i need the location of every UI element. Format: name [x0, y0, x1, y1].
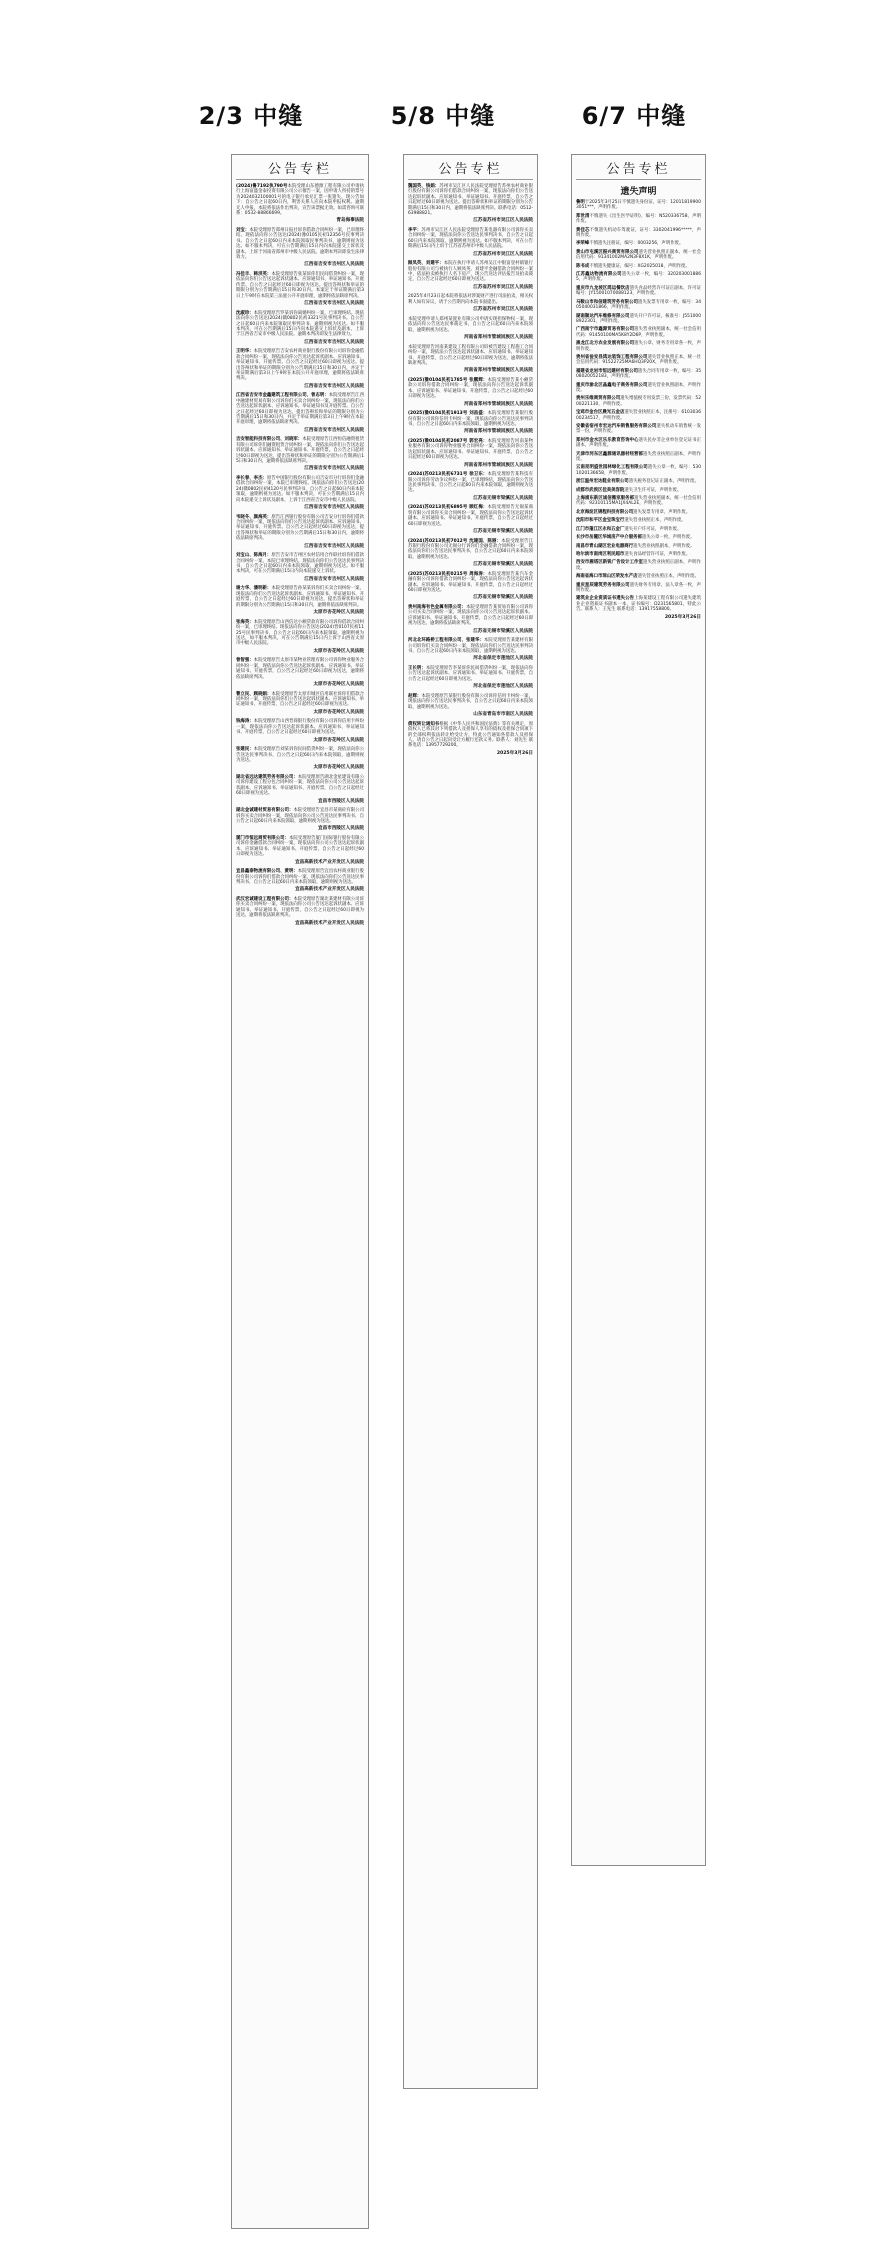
notice-item — [576, 241, 701, 246]
notice-lead: 沈淑珍： — [236, 310, 254, 316]
notice-signature: 河北省保定市莲池区人民法院 — [473, 656, 533, 662]
notice-signature: 江苏省无锡市梁溪区人民法院 — [473, 628, 533, 634]
notice-body: 本院受理原告太原市城区信用联社诉你们借款合同纠纷一案，现依法向你们公告送达起诉状副本、应诉通知书、举证通知书、开庭传票，自公告之日起经过60日即视为送达。 — [236, 691, 364, 708]
column-header: 公告专栏 — [576, 158, 701, 180]
notice-item — [408, 261, 533, 283]
notice-body: 本院受理原告刘某诉你民间借贷纠纷一案，现依法向你公告送达民事判决书，自公告之日起60日内来本院领取，逾期则视为送达。 — [236, 747, 364, 763]
notice-item — [576, 510, 701, 515]
notice-item — [236, 553, 364, 575]
notice-lead: (2024)苏0213民初6895号 顾红梅： — [408, 505, 488, 511]
notice-item — [576, 596, 701, 612]
notice-body: 本院受理原告江西恒信融资租赁有限公司诉你们融资租赁合同纠纷一案，现依法向你们公告送达起诉状副本、应诉通知书、举证通知书、开庭传票。自公告之日起经过60日即视为送达，提出答辩状和举证的期限分别为公告期满后15日和30日内，逾期将依法缺席判决。 — [236, 437, 364, 464]
notice-body: 遗失营业执照正本，声明作废。 — [637, 574, 699, 580]
column-header: 公告专栏 — [236, 158, 364, 180]
notice-body: 遗失公章、财务专用章各一枚，声明作废。 — [576, 341, 701, 352]
notice-lead: 湖北金诚建材贸易有限公司： — [236, 808, 294, 814]
notice-item — [576, 496, 701, 507]
notice-lead: 厦门市恒远商贸有限公司： — [236, 836, 289, 841]
notice-item — [576, 286, 701, 297]
notice-lead: 海南省海口市琼山区荣发水产店 — [576, 574, 638, 580]
notice-lead: 湖北省远达建筑劳务有限公司： — [236, 774, 298, 780]
notice-body: 本院受理原告太原市某物业管理有限公司诉你物业服务合同纠纷一案，现依法向你公告送达起诉状副本、应诉通知书、举证通知书、开庭传票，自公告之日起经过60日即视为送达，逾期将依法缺席判决。 — [236, 658, 364, 680]
notice-lead: 顾凤英、刘建平： — [408, 261, 444, 267]
notice-lead: 成都市武侯区佳美美容院 — [576, 487, 625, 493]
notice-lead: 黄佳芯 — [576, 227, 590, 233]
notice-lead: 张建民： — [236, 747, 254, 753]
notice-signature: 江西省吉安市吉州区人民法院 — [304, 543, 364, 549]
notice-body: 本院受理原告李某诉你民间借贷纠纷一案，现依法向你公告送达起诉状副本、应诉通知书、举证通知书、开庭传票，自公告之日起经过60日即视为送达。 — [408, 666, 533, 682]
page-label-1: 2/3 中缝 — [198, 102, 304, 130]
notice-body: 本院受理原告宜昌市某商砼有限公司诉你买卖合同纠纷一案，现依法向你公司公告送达民事判决书，自公告之日起60日内来本院领取，逾期则视为送达。 — [236, 808, 364, 824]
notice-body: 本院受理原告河南某建设工程有限公司诉被告建设工程施工合同纠纷一案，现依法公告送达起诉状副本、应诉通知书、举证通知书、开庭传票，自公告之日起经过60日即视为送达，逾期将依法缺席判决。 — [408, 344, 533, 366]
notice-signature: 宜昌高新技术产业开发区人民法院 — [295, 859, 364, 865]
notice-body: 本院受理原告某银行股份有限公司诉你信用卡纠纷一案，现依法向你公告送达民事判决书，自公告之日起60日内来本院领取，逾期则视为送达。 — [408, 411, 533, 427]
notice-column-3 — [571, 154, 706, 1866]
notice-item — [408, 411, 533, 427]
notice-lead: 黑龙江北方农业发展有限公司 — [576, 341, 635, 347]
notice-item — [576, 355, 701, 366]
notice-lead: 宝鸡市金台区晨光五金店 — [576, 410, 625, 416]
notice-item — [576, 535, 701, 540]
notice-item — [408, 638, 533, 654]
notice-lead: 西安市雁塔区新锐广告设计工作室 — [576, 560, 643, 566]
notice-body: 遗失营业执照副本，统一社会信用代码：92310115MA1JX4AL2E，声明作废。 — [576, 496, 701, 507]
notice-lead: 长沙市岳麓区华城房产中介服务部 — [576, 535, 642, 541]
notice-lead: 湖南顺达汽车维修有限公司 — [576, 313, 630, 319]
notice-item — [236, 393, 364, 425]
notice-lead: 广西南宁市鑫源贸易有限公司 — [576, 327, 635, 333]
notice-signature: 江西省吉安市吉州区人民法院 — [304, 466, 364, 472]
notice-body: 原告中国银行股份有限公司吉安市分行诉你们金融借款合同纠纷一案，本院已审理终结。现依法向你们公告送达(2024)赣0802民初4120号民事判决书，自公告之日起60日内来本院领取，逾期则视为送达。如不服本判决，可在公告期满后15日内向本院递交上诉状及副本，上诉于江西省吉安市中级人民法院。 — [236, 476, 364, 503]
notice-body: 本院受理原告某汽车金融有限公司诉你借款合同纠纷一案，现依法向你公告送达起诉状副本、应诉通知书、举证通知书、开庭传票，自公告之日起经过60日即视为送达。 — [408, 571, 533, 594]
notice-body: 遗失营业执照正副本，统一社会信用代码：91341002MA2N3F8X1K，声明作废。 — [576, 249, 701, 261]
notice-body: 根据《中华人民共和国民法典》等有关规定，原债权人已将其对下列借款人及担保人享有的债权及担保合同项下的全部权利依法转让给受让方，特此公告通知各借款人及担保人，请自公告之日起向受让方履行还款义务。联系人：刘先生 联系电话：13957729200。 — [408, 721, 533, 749]
notice-item — [576, 200, 701, 211]
notice-item — [236, 586, 364, 608]
notice-lead: (2025)豫0104民初2087号 郭宏亮： — [408, 438, 488, 444]
notice-lead: 江苏鑫达物流有限公司 — [576, 272, 622, 278]
notice-lead: 重庆市渝北区晶鑫电子商务有限公司 — [576, 382, 648, 388]
lost-notice-title: 遗失声明 — [620, 187, 657, 197]
notice-signature: 江西省吉安市吉州区人民法院 — [304, 576, 364, 582]
notice-body: 遗失营业执照正本，声明作废。 — [624, 518, 686, 524]
notice-item — [576, 214, 701, 225]
notice-body: 遗失民办非企业单位登记证书正副本，声明作废。 — [576, 437, 701, 449]
notice-body: 本院受理原告湖北金星建设有限公司诉你建设工程分包合同纠纷一案，现依法向你公司公告送达起诉状副本、应诉通知书、举证通知书、开庭传票，自公告之日起经过60日即视为送达。 — [236, 774, 364, 797]
notice-lead: 武汉宏诚建设工程有限公司： — [236, 897, 294, 903]
notice-lead: 曾智强： — [236, 658, 254, 664]
notice-lead: 南昌市青山湖区宏业电器商行 — [576, 543, 634, 549]
notice-item — [576, 518, 701, 523]
notice-signature: 太原市杏花岭区人民法院 — [313, 737, 364, 743]
notice-signature: 江苏省无锡市梁溪区人民法院 — [473, 595, 533, 601]
notice-lead: 贵州乐维商贸有限公司 — [576, 396, 621, 402]
notice-body: 遗失开户许可证，核准号：J5510008922301，声明作废。 — [576, 313, 701, 324]
notice-item — [408, 572, 533, 594]
notice-item — [576, 583, 701, 594]
page-label-2: 5/8 中缝 — [390, 102, 496, 130]
notice-lead: 债权转让通知书 — [408, 721, 440, 727]
notice-item — [236, 836, 364, 858]
notice-body: 本院受理原告吉安农村商业银行股份有限公司诉你金融借款合同纠纷一案，现依法向你公告送达起诉状副本、应诉通知书、举证通知书、开庭传票。自公告之日起经过60日即视为送达。提出答辩状和举证的期限分别为公告期满后15日和30日内，并定于举证期满后第3日上午9时在本院公开开庭审理，逾期将依法缺席判决。 — [236, 349, 364, 382]
notice-item — [408, 539, 533, 561]
notice-lead: 王明华： — [236, 349, 254, 355]
notice-lead: 贵州南海有色金属有限公司： — [408, 605, 467, 611]
notice-body: 不慎遗失注册证，编号：0003256，声明作废。 — [589, 241, 684, 247]
notice-signature: 江苏省苏州市吴江区人民法院 — [473, 307, 533, 313]
notice-body: 本院受理原告张某诉你们民间借贷纠纷一案，现依法向你们公告送达起诉状副本、应诉通知书、举证通知书、开庭传票。自公告之日起经过60日即视为送达。提出答辩状和举证的期限分别为公告期满后15日和30日内。本案定于举证期满后第3日上午9时在本院第三法庭公开开庭审理，逾期将依法缺席判决。 — [236, 272, 364, 299]
notice-body: 本院受理原告江苏银行股份有限公司无锡分行诉你们金融借款合同纠纷一案，现依法向你们公告送达民事判决书，自公告之日起60日内来本院领取，逾期则视为送达。 — [408, 538, 533, 560]
notice-item — [236, 897, 364, 919]
notice-body: 遗失发票专用章一枚，编号：3405040031866，声明作废。 — [576, 299, 701, 311]
notice-item — [236, 869, 364, 885]
notice-lead: 重庆市九龙坡区鸿运餐饮店 — [576, 285, 630, 291]
notice-item — [576, 272, 701, 283]
notice-item — [236, 349, 364, 381]
notice-body: 遗失合同专用章一枚，编号：3508020052183，声明作废。 — [576, 368, 701, 380]
notice-body: 苏州市吴江区人民法院受理原告苏州农村商业银行股份有限公司诉你们借款合同纠纷一案，现依法向你们公告送达起诉状副本、应诉通知书、举证通知书、开庭传票，自公告之日起经过60日即视为送达。提出答辩状和举证的期限分别为公告期满后15日和30日内，逾期将依法缺席判决。联系电话：0512-63988821。 — [408, 184, 533, 217]
notice-signature: 江西省吉安市吉州区人民法院 — [304, 262, 364, 268]
notice-date: 2025年3月26日 — [664, 614, 701, 620]
notice-signature: 太原市杏花岭区人民法院 — [313, 648, 364, 654]
notice-item — [408, 605, 533, 627]
notice-lead: 李荣峰 — [576, 241, 590, 247]
notice-body: 遗失营业执照正本，注册号：610303600234517，声明作废。 — [576, 410, 701, 421]
notice-signature: 太原市杏花岭区人民法院 — [313, 765, 364, 771]
notice-body: 本院受理原告罗某诉你离婚纠纷一案，已审理终结。现依法向你公告送达(2024)赣0802民初3321号民事判决书。自公告之日起60日内来本院领取民事判决书，逾期则视为送达。如不服本判决，可在公告期满后15日内向本院递交上诉状及副本，上诉于江西省吉安市中级人民法院。逾期本判决即发生法律效力。 — [236, 310, 364, 338]
notice-body: 本院受理原告某贸易有限公司诉你公司买卖合同纠纷一案，现依法向你公司公告送达起诉状副本、应诉通知书、举证通知书、开庭传票，自公告之日起经过60日即视为送达，逾期将依法缺席判决。 — [408, 605, 533, 627]
notice-body: 苏州市吴江区人民法院受理原告某电器有限公司诉你买卖合同纠纷一案，现依法向你公告送达民事判决书，自公告之日起60日内来本院领取，逾期则视为送达。如不服本判决，可在公告期满后15日内上诉于江苏省苏州市中级人民法院。 — [408, 228, 533, 250]
notice-body: 遗失营业执照正副本，声明作废。 — [576, 560, 701, 571]
notice-body: 本院受理原告某小额贷款公司诉你借款合同纠纷一案，现依法向你公告送达起诉状副本、应诉通知书、举证通知书、开庭传票，自公告之日起经过60日即视为送达。 — [408, 377, 533, 400]
notice-lead: 韦晓冬、颜海英： — [236, 514, 272, 520]
notice-item — [576, 396, 701, 407]
notice-item — [236, 228, 364, 260]
notice-item — [408, 472, 533, 494]
notice-lead: 谢力华、潘明新： — [236, 586, 272, 592]
notice-column-1 — [231, 154, 369, 2229]
notice-item — [408, 228, 533, 250]
notice-signature: 河南省郑州市管城回族区人民法院 — [464, 462, 533, 468]
notice-lead: 建筑业企业资质证书遗失公告 — [576, 596, 635, 602]
notice-body: 遗失营业执照副本，统一社会信用代码：91450100MA5K8Y2D6P，声明作废。 — [576, 327, 701, 338]
notice-item — [408, 294, 533, 305]
notice-item — [576, 438, 701, 449]
notice-signature: 河南省郑州市管城回族区人民法院 — [464, 401, 533, 407]
notice-lead: 冯佳丰、韩洪英： — [236, 272, 272, 278]
notice-item — [576, 314, 701, 325]
notice-body: 遗失机动车销售统一发票一份，声明作废。 — [576, 424, 701, 435]
notice-body: 本院受理原告江西中融建材贸易有限公司诉你们买卖合同纠纷一案，现依法向你们公告送达起诉状副本、应诉通知书、举证通知书及开庭传票。自公告之日起经过60日即视为送达。提出答辩状和举证的期限分别为公告期满后15日和30日内，并定于举证期满后第3日上午9时在本院开庭审理，逾期将依法缺席判决。 — [236, 393, 364, 426]
notice-body: 本院受理原告无锡某商贸有限公司诉你买卖合同纠纷一案，现依法向你公告送达起诉状副本、应诉通知书、举证通知书、开庭传票，自公告之日起经过60日即视为送达。 — [408, 505, 533, 527]
notice-body: 本院受理原告某科技有限公司诉你劳动争议纠纷一案，已审理终结，现依法向你公告送达民事判决书，自公告之日起60日内来本院领取，逾期则视为送达。 — [408, 472, 533, 494]
notice-body: 遗失公章一枚，编号：3202030018865，声明作废。 — [576, 272, 701, 283]
notice-item — [576, 300, 701, 311]
notice-body: 本院受理原告某银行股份有限公司诉你信用卡纠纷一案，现依法向你公告送达民事判决书，自公告之日起60日内来本院领取，逾期则视为送达。 — [408, 693, 533, 710]
notice-body: 本院在执行申请人苏州吴江中银富登村镇银行股份有限公司与被执行人顾凤英、刘建平金融借款合同纠纷一案中，依法拍卖被执行人名下房产，现公告送达评估报告及拍卖裁定，自公告之日起经过60日即视为送达。 — [408, 261, 533, 283]
notice-lead: 云南昆明盛世园林绿化工程有限公司 — [576, 465, 648, 471]
notice-body: 不慎遗失健康证，编号：XG2025018，声明作废。 — [589, 263, 690, 269]
notice-lead: 吉安智能科技有限公司、刘晓军： — [236, 437, 303, 443]
notice-lead: 刘宝： — [236, 228, 250, 234]
notice-lead: (2024)苏0213民初7012号 沈建国、陈丽： — [408, 538, 502, 544]
notice-item — [236, 437, 364, 464]
notice-item — [576, 552, 701, 557]
notice-signature: 江西省吉安市吉州区人民法院 — [304, 339, 364, 345]
notice-body: 不慎遗失机动车驾驶证，证号：3302041996*****，声明作废。 — [576, 227, 701, 239]
notice-item — [236, 775, 364, 797]
notice-body: 遗失食品经营许可证正副本，许可证编号：JY15001070088123，声明作废。 — [576, 285, 701, 297]
notice-signature: 宜昌市西陵区人民法院 — [318, 826, 364, 832]
notice-body: 本院受理申请人郑州某置业有限公司申请实现担保物权一案，现依法向你公告送达民事裁定书，自公告之日起60日内来本院领取，逾期则视为送达。 — [408, 316, 533, 333]
notice-item — [576, 479, 701, 484]
notice-list — [408, 184, 533, 756]
notice-item — [576, 341, 701, 352]
notice-lead: 上海浦东新区诚信搬家服务部 — [576, 496, 635, 502]
notice-item — [576, 410, 701, 421]
notice-body: 本院受理原告厦门国际银行股份有限公司诉你金融借款合同纠纷一案，现依法向你公司公告送达起诉状副本、应诉通知书、举证通知书、开庭传票，自公告之日起经过60日即视为送达。 — [236, 836, 364, 858]
notice-signature: 河南省郑州市管城回族区人民法院 — [464, 368, 533, 374]
notice-list — [236, 184, 364, 926]
notice-item — [236, 311, 364, 338]
notice-body: 遗失食品经营许可证，声明作废。 — [624, 551, 691, 557]
notice-lead: 郑世清 — [576, 213, 590, 219]
notice-item — [408, 505, 533, 527]
notice-body: 遗失发票专用章，声明作废。 — [633, 509, 691, 515]
notice-item — [408, 439, 533, 461]
notice-lead: 北京海淀区锦程科技有限公司 — [576, 509, 634, 515]
notice-lead: 张海英： — [236, 619, 254, 625]
notice-item — [576, 369, 701, 380]
notice-item — [576, 228, 701, 239]
notice-lead: 魏国英、钱娟： — [408, 184, 440, 189]
notice-item — [408, 184, 533, 216]
notice-signature: 太原市杏花岭区人民法院 — [313, 709, 364, 715]
notice-item — [576, 383, 701, 394]
notice-signature: 宜昌市西陵区人民法院 — [318, 798, 364, 804]
notice-lead: 王长明： — [408, 666, 426, 672]
notice-lead: 江门市蓬江区永和五金厂 — [576, 526, 625, 532]
notice-body: 本院受理原告河南某物业服务有限公司诉你物业服务合同纠纷一案，现依法向你公告送达起诉状副本、应诉通知书、举证通知书、开庭传票，自公告之日起经过60日即视为送达。 — [408, 438, 533, 461]
notice-item — [408, 722, 533, 749]
notice-body: 本院受理山东德源工程有限公司申请执行上海富盛金泰投资有限公司公示催告一案，因申请人所持的票号为2024032100001号的电子银行承兑汇票一张遗失，现公告如下：自公告之日起60日内，利害关系人应向本院申报权利。逾期无人申报，本院将依法作出判决，宣告该票据无效。如需咨询可联系：0532-88866699。 — [236, 184, 364, 217]
notice-item — [408, 378, 533, 400]
notice-item — [236, 747, 364, 763]
notice-lead: 刘宝山、陈海月： — [236, 553, 272, 559]
column-header: 公告专栏 — [408, 158, 533, 180]
notice-signature: 宜昌高新技术产业开发区人民法院 — [295, 887, 364, 893]
notice-item — [576, 488, 701, 493]
notice-lead: 郑州市金水区乐乐教育咨询中心 — [576, 437, 639, 443]
notice-body: 遗失卫生许可证，声明作废。 — [624, 487, 682, 493]
notice-lead: 哈尔滨市南岗区利民超市 — [576, 551, 625, 557]
notice-lead: 马鞍山市和信建筑劳务有限公司 — [576, 299, 638, 305]
notice-lead: 鲁明 — [576, 200, 585, 205]
notice-item — [236, 719, 364, 735]
notice-body: 遗失税务登记证正副本，声明作废。 — [628, 479, 699, 485]
notice-item — [408, 694, 533, 710]
notice-item — [576, 424, 701, 435]
notice-item — [576, 544, 701, 549]
notice-lead: (2024)苏0213民初6731号 徐卫东： — [408, 472, 488, 478]
notice-body: 原告江西银行股份有限公司吉安分行诉你们借款合同纠纷一案，现依法向你们公告送达起诉状副本、应诉通知书、举证通知书、开庭传票。自公告之日起经过60日即视为送达，提出答辩状和举证的期限分别为公告期满后15日和30日内，逾期将依法缺席判决。 — [236, 514, 364, 542]
notice-item — [408, 317, 533, 333]
notice-body: 2025年4月23日起本院将依法对涉案财产进行司法拍卖，相关权利人如有异议，请于公告期内向本院书面提出。 — [408, 294, 533, 305]
notice-signature: 宜昌高新技术产业开发区人民法院 — [295, 920, 364, 926]
notice-signature: 江苏省无锡市梁溪区人民法院 — [473, 529, 533, 534]
notice-signature: 江西省吉安市吉州区人民法院 — [304, 383, 364, 389]
notice-lead: (2025)豫0104民初1913号 刘昌盛： — [408, 411, 488, 417]
notice-lead: 安徽省宿州市宏达汽车销售服务有限公司 — [576, 424, 657, 429]
notice-signature: 江苏省苏州市吴江区人民法院 — [473, 284, 533, 290]
notice-body: 遗失营业执照正副本，声明作废。 — [576, 451, 701, 463]
notice-body: 本院受理原告湖北某建材有限公司诉你买卖合同纠纷一案，现依法向你公司公告送达起诉状副本、应诉通知书、举证通知书、开庭传票，自公告之日起经过60日即视为送达，逾期将依法缺席判决。 — [236, 897, 364, 919]
notice-body: 本院受理原告山西晋商银行股份有限公司诉你信用卡纠纷一案，现依法向你公告送达起诉状副本、应诉通知书、举证通知书、开庭传票，自公告之日起经过60日即视为送达。 — [236, 719, 364, 736]
notice-item — [236, 692, 364, 708]
notice-signature: 河南省郑州市管城回族区人民法院 — [464, 429, 533, 435]
notice-signature: 江西省吉安市吉州区人民法院 — [304, 301, 364, 307]
notice-lead: 浙江温州宏达鞋业有限公司 — [576, 479, 629, 485]
notice-item — [576, 560, 701, 571]
notice-signature: 江苏省无锡市梁溪区人民法院 — [473, 562, 533, 568]
notice-item — [408, 666, 533, 682]
notice-body: 本院受理原告孙某某诉你们买卖合同纠纷一案，现依法向你们公告送达起诉状副本、应诉通知书、举证通知书、开庭传票，自公告之日起经过60日即视为送达，提出答辩状和举证的期限分别为公告期满后15日和30日内，逾期将依法缺席判决。 — [236, 586, 364, 608]
notice-lead: (2025)豫0104民初1785号 张鹏辉： — [408, 377, 488, 383]
notice-signature: 江西省吉安市吉州区人民法院 — [304, 505, 364, 511]
notice-signature: 江西省吉安市吉州区人民法院 — [304, 427, 364, 433]
notice-signature: 江苏省苏州市吴江区人民法院 — [473, 218, 533, 224]
notice-lead: 陈书成 — [576, 263, 590, 269]
notice-signature: 江苏省无锡市梁溪区人民法院 — [473, 495, 533, 501]
notice-signature: 河南省郑州市管城回族区人民法院 — [464, 335, 533, 341]
notice-signature: 青岛海事法院 — [336, 218, 364, 224]
notice-body: 遗失开户许可证，声明作废。 — [624, 526, 682, 532]
notice-body: 遗失公章一枚，声明作废。 — [641, 535, 695, 541]
notice-item — [576, 264, 701, 269]
page-label-3: 6/7 中缝 — [581, 102, 687, 130]
notice-body: 本院受理原告某建材有限公司诉你们买卖合同纠纷一案，现依法向你们公告送达民事判决书，自公告之日起60日内来本院领取，逾期则视为送达。 — [408, 638, 533, 655]
notice-body: 本院受理原告山西信达小额贷款有限公司诉你借款合同纠纷一案，已审理终结。现依法向你公告送达(2024)晋0107民初1125号民事判决书，自公告之日起60日内来本院领取，逾期则视为送达，如不服本判决，可在公告期满后15日内上诉于山西省太原市中级人民法院。 — [236, 619, 364, 647]
notice-lead: 沈阳市和平区金宝珠宝行 — [576, 518, 625, 524]
notice-list — [576, 200, 701, 613]
notice-lead: 赵辉： — [408, 693, 422, 699]
notice-item — [236, 476, 364, 503]
notice-item — [236, 808, 364, 824]
notice-body: 遗失财务专用章、法人章各一枚，声明作废。 — [576, 582, 701, 593]
notice-body: 遗失营业执照副本，声明作废。 — [633, 543, 695, 549]
notice-lead: 李平： — [408, 228, 422, 234]
notice-item — [408, 345, 533, 367]
notice-signature: 2025年3月26日 — [496, 750, 533, 756]
notice-body: 遗失营业执照正本，统一社会信用代码：91522725MA6HQ3P20X，声明作废。 — [576, 354, 701, 366]
notice-item — [236, 515, 364, 542]
notice-body: 遗失增值税专用发票三份，发票代码：5200221130，声明作废。 — [576, 396, 701, 407]
notice-lead: 天津市河东区鑫源通讯器材经营部 — [576, 451, 643, 457]
notice-signature: 山东省青岛市市南区人民法院 — [473, 712, 533, 718]
notice-body: 上海某建设工程有限公司遗失建筑业企业资质证书副本一本，证书编号：D231565801，特此公告。联系人：王先生 联系电话：13917558800。 — [576, 596, 701, 613]
notice-item — [576, 574, 701, 579]
notice-lead: 贵州省瓮安县鸿达装饰工程有限公司 — [576, 354, 648, 360]
notice-item — [576, 327, 701, 338]
notice-lead: 福建省龙岩市恒远建材有限公司 — [576, 368, 638, 374]
notice-item — [576, 452, 701, 463]
notice-column-2 — [403, 154, 538, 2089]
notice-lead: (2025)苏0213民初0215号 周海涛： — [408, 571, 488, 577]
notice-item — [236, 620, 364, 647]
notice-lead: 曹立民、顾晓娟： — [236, 691, 272, 697]
notice-body: 遗失公章一枚，编号：5301020136658，声明作废。 — [576, 465, 701, 476]
notice-body: 原告吉安市吉州区农村信用合作联社诉你们借款合同纠纷一案，本院已审理终结。现依法向你们公告送达民事判决书，自公告之日起60日内来本院领取，逾期则视为送达。如不服本判决，可在公告期满后15日内向本院递交上诉状。 — [236, 553, 364, 575]
notice-body: 遗失营业执照副本，声明作废。 — [576, 382, 701, 393]
notice-item — [236, 272, 364, 299]
notice-lead: 黄山市屯溪区振兴商贸有限公司 — [576, 249, 639, 255]
notice-body: 不慎遗失《出生医学证明》，编号：N520336758，声明作废。 — [576, 213, 701, 225]
notice-body: 本院受理原告郑州日报社诉你借款合同纠纷一案，已审理终结。现依法向你公告送达(2024)豫0105民初12356号民事判决书。自公告之日起60日内来本院领取民事判决书，逾期则视为送达。如不服本判决，可在公告期满后15日内向本院递交上诉状及副本，上诉于河南省郑州市中级人民法院。逾期本判决即发生法律效力。 — [236, 228, 364, 261]
notice-signature: 太原市杏花岭区人民法院 — [313, 610, 364, 616]
notice-lead: (2024)鲁7192执790号 — [236, 184, 288, 189]
notice-item — [576, 465, 701, 476]
notice-lead: 重庆星辰建筑劳务有限公司 — [576, 582, 630, 588]
notice-signature: 河北省保定市莲池区人民法院 — [473, 684, 533, 690]
notice-body: 本院受理原告宜昌农村商业银行股份有限公司诉你们借款合同纠纷一案，现依法向你们公告送达民事判决书，自公告之日起60日内来本院领取，逾期则视为送达。 — [236, 869, 364, 886]
notice-lead: 宜昌鑫泰物流有限公司、黄明： — [236, 869, 298, 875]
notice-body: 于2025年3月25日不慎遗失身份证，证号：120118199003051***，声明作废。 — [576, 200, 701, 211]
notice-lead: 河北北环路桥工程有限公司、张建华： — [408, 638, 484, 644]
notice-lead: 李长春、李杰： — [236, 476, 267, 481]
notice-item — [236, 184, 364, 216]
notice-lead: 江西省吉安市金鑫建筑工程有限公司、曾志明： — [236, 393, 329, 399]
notice-item — [576, 250, 701, 261]
notice-signature: 江苏省苏州市吴江区人民法院 — [473, 251, 533, 257]
notice-signature: 太原市杏花岭区人民法院 — [313, 681, 364, 687]
notice-item — [236, 658, 364, 680]
notice-lead: 钱海涛： — [236, 719, 254, 725]
notice-item — [576, 527, 701, 532]
